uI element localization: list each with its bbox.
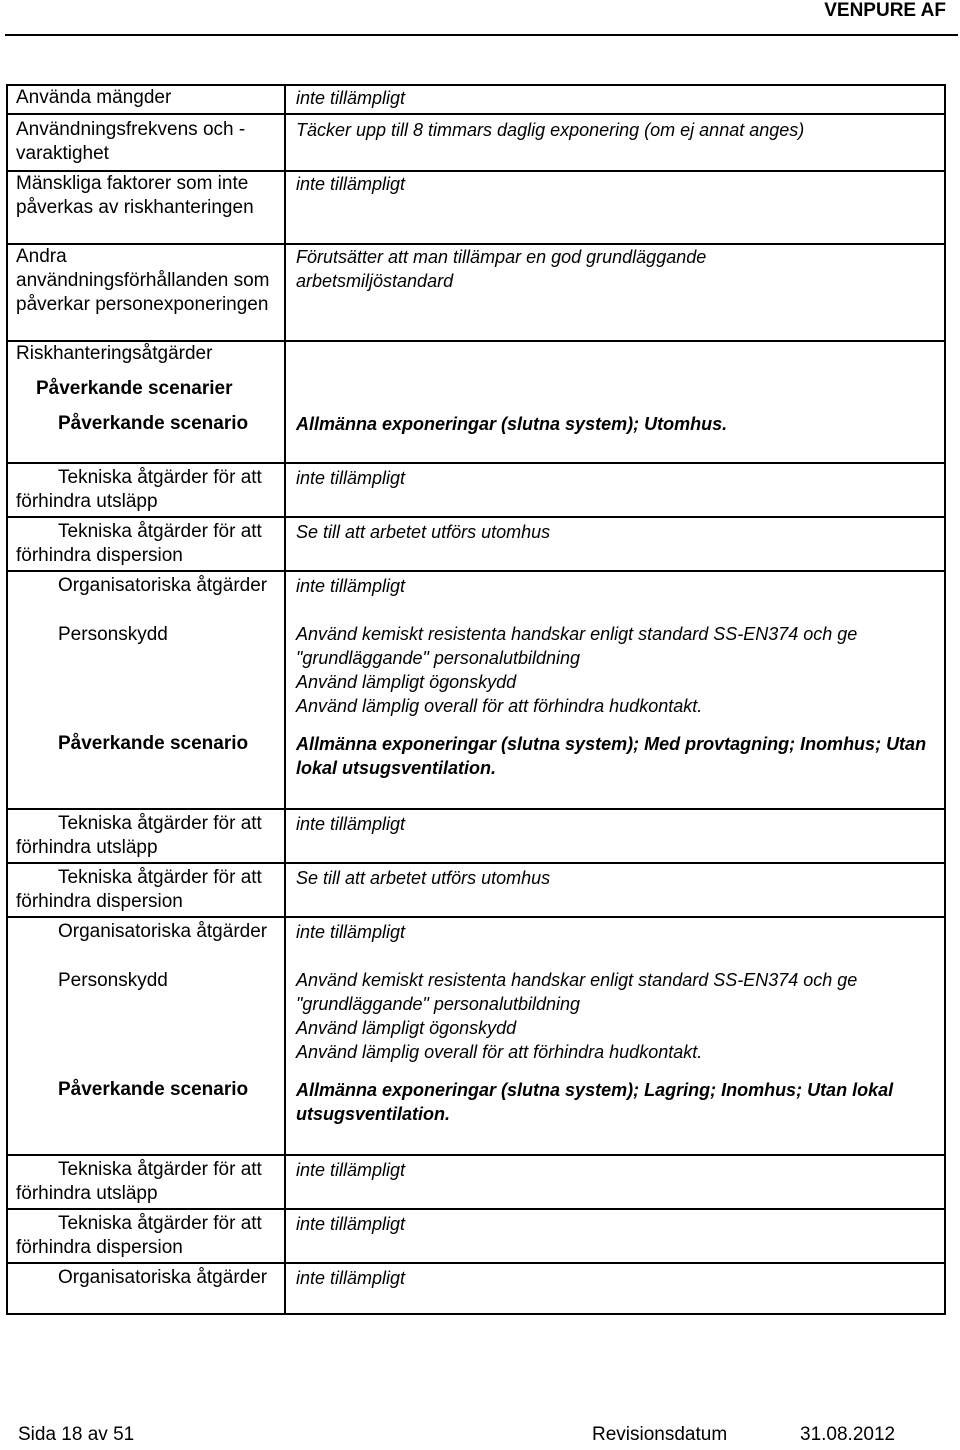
- table-left-border: [6, 84, 8, 1315]
- frequency-value: Täcker upp till 8 timmars daglig exponering (om ej annat anges): [296, 120, 805, 140]
- revision-label: Revisionsdatum: [592, 1424, 728, 1445]
- scenario-2-tech-release-value: inte tillämpligt: [296, 814, 406, 834]
- scenario-2-ppe-line: Använd lämpligt ögonskydd: [296, 1018, 517, 1038]
- human-factors-value: inte tillämpligt: [296, 174, 406, 194]
- scenarios-heading: Påverkande scenarier: [36, 378, 233, 399]
- table-bottom-border: [6, 1313, 946, 1315]
- row-rule: [6, 916, 946, 918]
- scenario-2-ppe-line: Använd lämplig overall för att förhindra hudkontakt.: [296, 1042, 703, 1062]
- row-rule: [6, 516, 946, 518]
- frequency-label: Användningsfrekvens och - varaktighet: [16, 119, 246, 164]
- scenario-1-ppe-line: Använd lämpligt ögonskydd: [296, 672, 517, 692]
- header-rule: [5, 34, 958, 36]
- scenario-1-tech-dispersion-value: Se till att arbetet utförs utomhus: [296, 522, 551, 542]
- row-rule: [6, 462, 946, 464]
- scenario-1-label: Påverkande scenario: [58, 413, 249, 434]
- row-rule: [6, 113, 946, 115]
- scenario-3-tech-dispersion-value: inte tillämpligt: [296, 1214, 406, 1234]
- scenario-1-ppe-line: Använd lämplig overall för att förhindra hudkontakt.: [296, 696, 703, 716]
- scenario-3-title: Allmänna exponeringar (slutna system); Lagring; Inomhus; Utan lokal utsugsventilation.: [296, 1080, 894, 1124]
- scenario-1-org-label: Organisatoriska åtgärder: [58, 575, 268, 596]
- scenario-2-tech-release-label: Tekniska åtgärder för att förhindra utsläpp: [16, 813, 262, 858]
- row-rule: [6, 570, 946, 572]
- scenario-2-title: Allmänna exponeringar (slutna system); Med provtagning; Inomhus; Utan lokal utsugsventilation.: [296, 734, 927, 778]
- scenario-2-ppe-label: Personskydd: [58, 970, 168, 991]
- scenario-1-org-value: inte tillämpligt: [296, 576, 406, 596]
- scenario-1-title: Allmänna exponeringar (slutna system); Utomhus.: [296, 414, 728, 434]
- row-rule: [6, 1262, 946, 1264]
- other-conditions-value: Förutsätter att man tillämpar en god grundläggande arbetsmiljöstandard: [296, 247, 707, 291]
- scenario-3-org-label: Organisatoriska åtgärder: [58, 1267, 268, 1288]
- scenario-3-org-value: inte tillämpligt: [296, 1268, 406, 1288]
- risk-measures-heading: Riskhanteringsåtgärder: [16, 343, 213, 364]
- company-name: VENPURE AF: [824, 0, 946, 21]
- row-rule: [6, 1208, 946, 1210]
- scenario-3-tech-release-value: inte tillämpligt: [296, 1160, 406, 1180]
- other-conditions-label: Andra användningsförhållanden som påverkar personexponeringen: [16, 246, 270, 315]
- scenario-1-tech-release-value: inte tillämpligt: [296, 468, 406, 488]
- scenario-2-tech-dispersion-label: Tekniska åtgärder för att förhindra dispersion: [16, 867, 262, 912]
- scenario-1-ppe-line: Använd kemiskt resistenta handskar enligt standard SS-EN374 och ge "grundläggande" personalutbildning: [296, 624, 858, 668]
- scenario-3-tech-release-label: Tekniska åtgärder för att förhindra utsläpp: [16, 1159, 262, 1204]
- scenario-1-tech-dispersion-label: Tekniska åtgärder för att förhindra dispersion: [16, 521, 262, 566]
- scenario-2-org-value: inte tillämpligt: [296, 922, 406, 942]
- row-rule: [6, 1154, 946, 1156]
- human-factors-label: Mänskliga faktorer som inte påverkas av riskhanteringen: [16, 173, 254, 218]
- scenario-2-label: Påverkande scenario: [58, 733, 249, 754]
- used-amounts-value: inte tillämpligt: [296, 88, 406, 108]
- scenario-2-ppe-line: Använd kemiskt resistenta handskar enligt standard SS-EN374 och ge "grundläggande" personalutbildning: [296, 970, 858, 1014]
- used-amounts-label: Använda mängder: [16, 87, 172, 108]
- row-rule: [6, 862, 946, 864]
- row-rule: [6, 808, 946, 810]
- scenario-1-ppe-label: Personskydd: [58, 624, 168, 645]
- scenario-3-tech-dispersion-label: Tekniska åtgärder för att förhindra dispersion: [16, 1213, 262, 1258]
- scenario-1-tech-release-label: Tekniska åtgärder för att förhindra utsläpp: [16, 467, 262, 512]
- scenario-3-label: Påverkande scenario: [58, 1079, 249, 1100]
- scenario-2-tech-dispersion-value: Se till att arbetet utförs utomhus: [296, 868, 551, 888]
- table-column-divider: [284, 84, 286, 1315]
- page-number: Sida 18 av 51: [18, 1424, 135, 1445]
- scenario-2-org-label: Organisatoriska åtgärder: [58, 921, 268, 942]
- revision-date: 31.08.2012: [800, 1424, 896, 1445]
